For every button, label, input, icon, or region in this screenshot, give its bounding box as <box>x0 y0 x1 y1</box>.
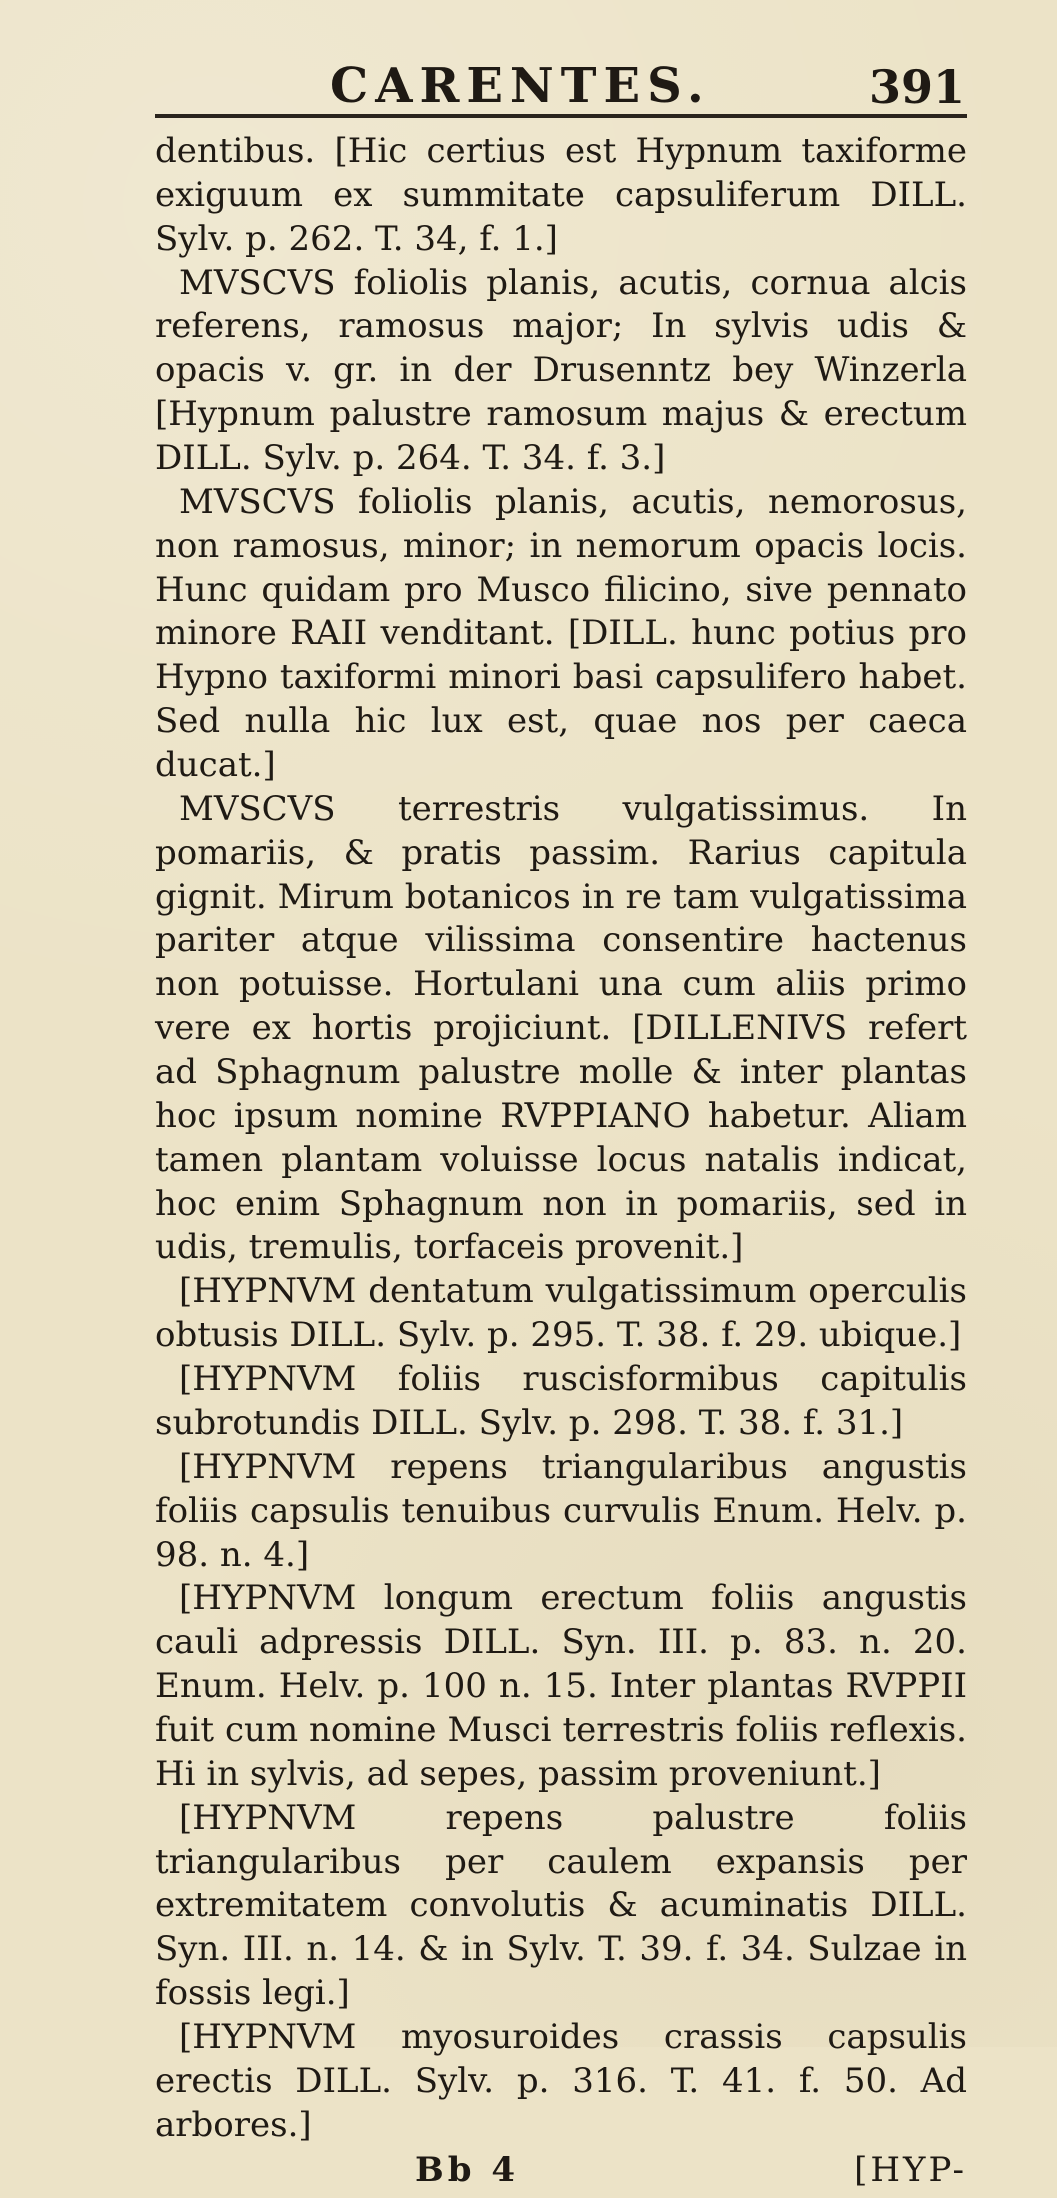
paragraph-3: MVSCVS foliolis planis, acutis, nemorosus, non ramosus, minor; in nemorum opacis locis. Hunc quidam pro Musco filicino, sive pennato minore RAII venditant. [DILL. hunc potius pro Hypno taxiformi minori basi capsulifero habet. Sed nulla hic lux est, quae nos per caeca ducat.] <box>155 481 967 786</box>
paragraph-8: [HYPNVM longum erectum foliis angustis cauli adpressis DILL. Syn. III. p. 83. n. 20. Enum. Helv. p. 100 n. 15. Inter plantas RVPPII fuit cum nomine Musci terrestris foliis reflexis. Hi in sylvis, ad sepes, passim proveniunt.] <box>155 1578 967 1794</box>
paragraph-7: [HYPNVM repens triangularibus angustis foliis capsulis tenuibus curvulis Enum. Helv. p. 98. n. 4.] <box>155 1446 967 1575</box>
paragraph-6: [HYPNVM foliis ruscisformibus capitulis subrotundis DILL. Sylv. p. 298. T. 38. f. 31.] <box>155 1359 967 1443</box>
catchword: [HYP- <box>854 2149 967 2190</box>
page-header <box>155 52 967 118</box>
paragraph-1: dentibus. [Hic certius est Hypnum taxiforme exiguum ex summitate capsuliferum DILL. Sylv. p. 262. T. 34, f. 1.] <box>155 131 967 259</box>
page-footer <box>155 2150 967 2198</box>
paragraph-5: [HYPNVM dentatum vulgatissimum operculis obtusis DILL. Sylv. p. 295. T. 38. f. 29. ubique.] <box>155 1271 967 1356</box>
paragraph-4: MVSCVS terrestris vulgatissimus. In pomariis, & pratis passim. Rarius capitula gignit. Mirum botanicos in re tam vulgatissima pariter atque vilissima consentire hactenus non potuisse. Hortulani una cum aliis primo vere ex hortis projiciunt. [DILLENIVS refert ad Sphagnum palustre molle & inter plantas hoc ipsum nomine RVPPIANO habetur. Aliam tamen plantam voluisse locus natalis indicat, hoc enim Sphagnum non in pomariis, sed in udis, tremulis, torfaceis provenit.] <box>155 788 967 1268</box>
paragraph-2: MVSCVS foliolis planis, acutis, cornua alcis referens, ramosus major; In sylvis udis & opacis v. gr. in der Drusenntz bey Winzerla [Hypnum palustre ramosum majus & erectum DILL. Sylv. p. 264. T. 34. f. 3.] <box>155 262 967 479</box>
running-head: CARENTES. <box>330 58 711 114</box>
page-body <box>155 130 967 2148</box>
page-number: 391 <box>868 60 965 114</box>
paragraph-10: [HYPNVM myosuroides crassis capsulis erectis DILL. Sylv. p. 316. T. 41. f. 50. Ad arbores.] <box>155 2016 967 2145</box>
signature-mark: Bb 4 <box>415 2149 520 2190</box>
paragraph-9: [HYPNVM repens palustre foliis triangularibus per caulem expansis per extremitatem convolutis & acuminatis DILL. Syn. III. n. 14. & in Sylv. T. 39. f. 34. Sulzae in fossis legi.] <box>155 1797 967 2014</box>
